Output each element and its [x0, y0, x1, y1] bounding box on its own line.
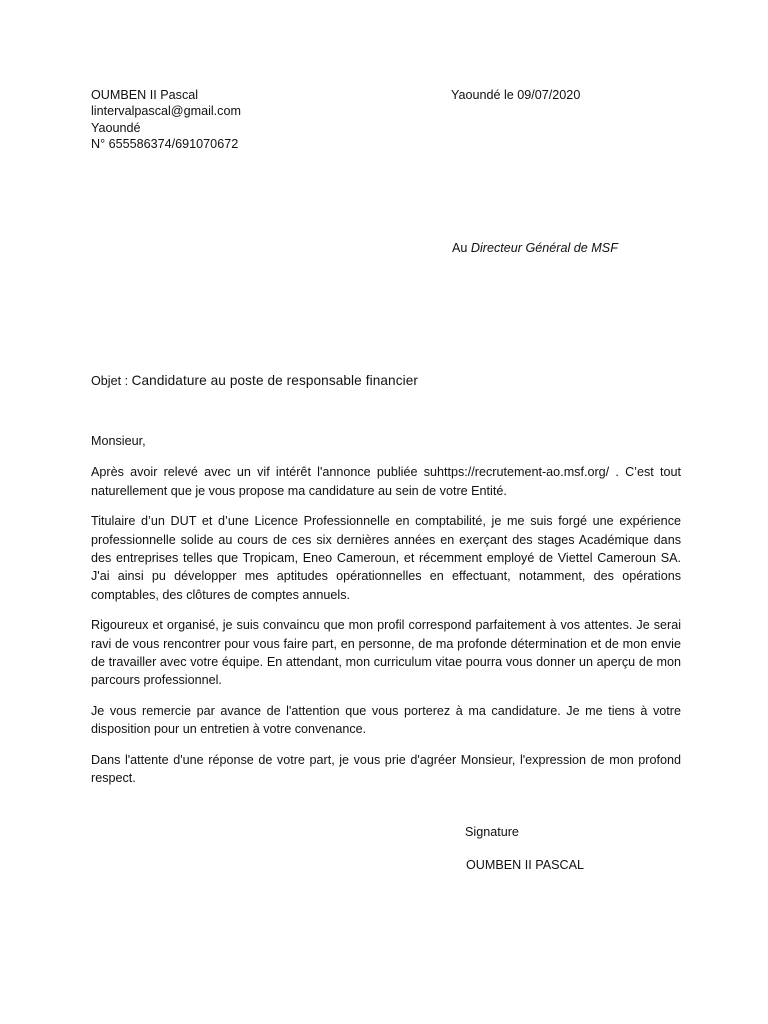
body-paragraph-2: Titulaire d’un DUT et d’une Licence Professionnelle en comptabilité, je me suis forgé une expérience professionnelle solide au cours de ces six dernières années en exerçant des stages Académique dans des entreprises telles que Tropicam, Eneo Cameroun, et récemment employé de Viettel Cameroun SA. J'ai ainsi pu développer mes aptitudes opérationnelles en effectuant, notamment, des opérations comptables, des clôtures de comptes annuels. — [91, 514, 681, 602]
sender-city: Yaoundé — [91, 120, 141, 135]
body-paragraph-1: Après avoir relevé avec un vif intérêt l'annonce publiée suhttps://recrutement-ao.msf.org/ . C’est tout naturellement que je vous propose ma candidature au sein de votre Entité. — [91, 465, 681, 498]
signature-name: OUMBEN II PASCAL — [466, 858, 585, 872]
subject-label: Objet : — [91, 374, 129, 388]
subject-line — [91, 373, 418, 389]
recipient-line — [452, 240, 618, 256]
recipient-role: Directeur Général de MSF — [470, 241, 618, 255]
body-paragraph-5: Dans l'attente d'une réponse de votre part, je vous prie d'agréer Monsieur, l'expression de mon profond respect. — [91, 752, 681, 786]
letter-body — [91, 432, 681, 800]
sender-block — [91, 87, 241, 152]
letter-date: Yaoundé le 09/07/2020 — [451, 88, 581, 102]
salutation: Monsieur, — [91, 434, 146, 448]
sender-phone: N° 655586374/691070672 — [91, 136, 239, 151]
sender-name: OUMBEN II Pascal — [91, 88, 199, 102]
sender-email: lintervalpascal@gmail.com — [91, 104, 241, 119]
recipient-prefix: Au — [452, 241, 468, 255]
body-paragraph-3: Rigoureux et organisé, je suis convaincu que mon profil correspond parfaitement à vos attentes. Je serai ravi de vous rencontrer pour vous faire part, en personne, de ma profonde détermination et de mon envie de travailler avec votre équipe. En attendant, mon curriculum vitae pourra vous donner un aperçu de mon parcours professionnel. — [91, 618, 681, 688]
signature-label: Signature — [465, 825, 519, 839]
subject-text: Candidature au poste de responsable financier — [131, 373, 418, 388]
body-paragraph-4: Je vous remercie par avance de l'attention que vous porterez à ma candidature. Je me tiens à votre disposition pour un entretien à votre convenance. — [91, 703, 681, 737]
